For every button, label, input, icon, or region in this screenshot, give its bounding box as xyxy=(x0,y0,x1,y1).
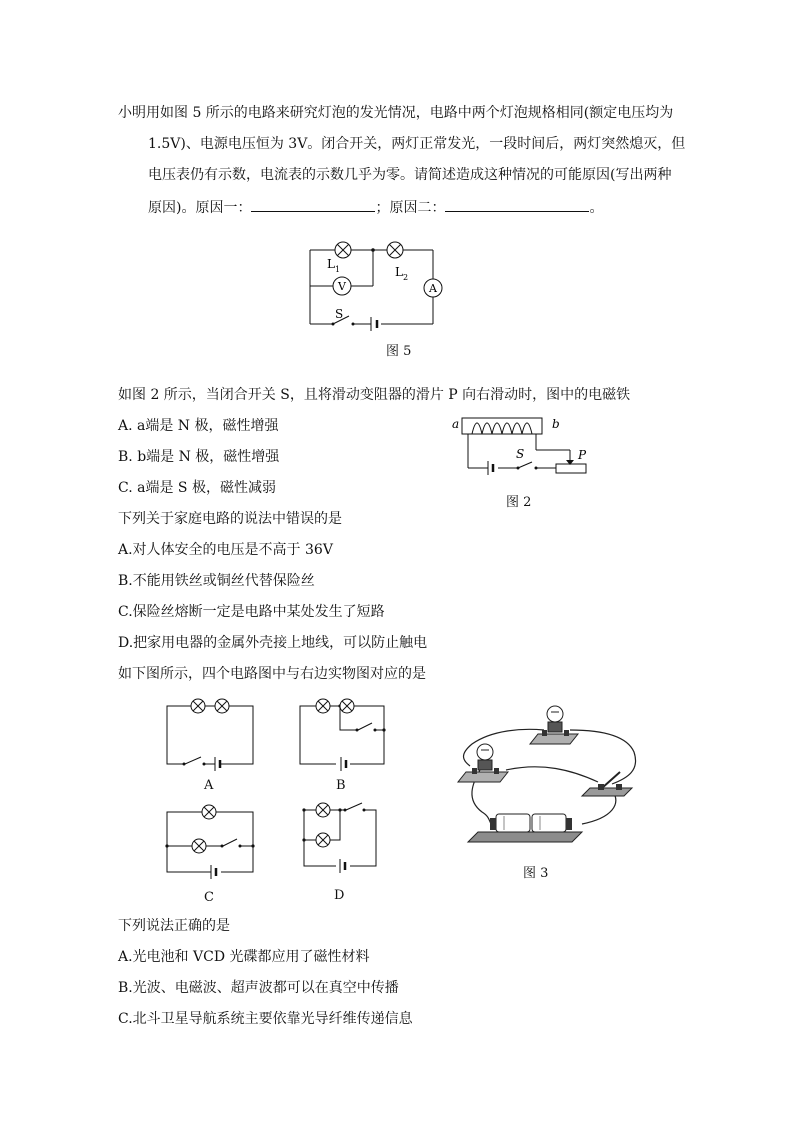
lamp-l1-icon xyxy=(335,242,351,258)
lamp-icon xyxy=(215,699,229,713)
slider-p-label: P xyxy=(578,448,587,462)
figure-2-electromagnet-circuit xyxy=(444,412,594,488)
circuit-c-diagram xyxy=(163,800,259,882)
end-a-label: a xyxy=(452,417,460,431)
figure-5-caption: 图 5 xyxy=(386,344,412,359)
l1-subscript: 1 xyxy=(335,265,341,274)
figure-3-physical-circuit xyxy=(452,700,642,850)
lamp-l2-icon xyxy=(387,242,403,258)
circuit-b-label: B xyxy=(336,778,346,793)
q1-line-1: 小明用如图 5 所示的电路来研究灯泡的发光情况，电路中两个灯泡规格相同(额定电压均为 xyxy=(118,105,674,121)
figure-2-caption: 图 2 xyxy=(506,495,532,510)
voltmeter-label: V xyxy=(338,280,346,293)
q1-reason-one-label: 原因)。原因一： xyxy=(148,200,252,216)
q5-option-a: A.光电池和 VCD 光碟都应用了磁性材料 xyxy=(118,949,370,965)
q5-option-c: C.北斗卫星导航系统主要依靠光导纤维传递信息 xyxy=(118,1011,413,1027)
q3-stem: 下列关于家庭电路的说法中错误的是 xyxy=(118,511,342,527)
circuit-c-label: C xyxy=(204,890,214,905)
circuit-b-diagram xyxy=(296,696,392,776)
l2-label: L xyxy=(395,265,403,279)
q1-reason-two-label: ；原因二： xyxy=(375,200,446,216)
switch-s-label: S xyxy=(516,447,525,461)
battery-icon xyxy=(532,814,566,832)
circuit-a-diagram xyxy=(163,696,259,776)
q1-line-3: 电压表仍有示数，电流表的示数几乎为零。请简述造成这种情况的可能原因(写出两种 xyxy=(148,167,672,183)
q1-reason-one-blank xyxy=(251,198,375,212)
q1-line-2: 1.5V)、电源电压恒为 3V。闭合开关，两灯正常发光，一段时间后，两灯突然熄灭，但 xyxy=(148,136,686,152)
lamp-icon xyxy=(340,699,354,713)
figure-5-circuit xyxy=(305,238,455,330)
q2-option-a: A. a端是 N 极，磁性增强 xyxy=(118,418,279,434)
lamp-icon xyxy=(192,839,206,853)
l1-label: L xyxy=(327,257,335,271)
ammeter-label: A xyxy=(429,282,437,295)
q3-option-c: C.保险丝熔断一定是电路中某处发生了短路 xyxy=(118,604,385,620)
q1-reason-two-blank xyxy=(445,198,589,212)
lamp-icon xyxy=(202,805,216,819)
figure-3-caption: 图 3 xyxy=(523,866,549,881)
q3-option-a: A.对人体安全的电压是不高于 36V xyxy=(118,542,333,558)
q1-line-4 xyxy=(148,198,603,217)
q2-option-b: B. b端是 N 极，磁性增强 xyxy=(118,449,280,465)
q3-option-b: B.不能用铁丝或铜丝代替保险丝 xyxy=(118,573,315,589)
circuit-d-label: D xyxy=(334,888,345,903)
q5-option-b: B.光波、电磁波、超声波都可以在真空中传播 xyxy=(118,980,399,996)
q2-stem: 如图 2 所示，当闭合开关 S，且将滑动变阻器的滑片 P 向右滑动时，图中的电磁铁 xyxy=(118,387,631,403)
l2-subscript: 2 xyxy=(403,273,409,282)
circuit-d-diagram xyxy=(296,800,392,882)
q1-period: 。 xyxy=(589,200,604,216)
bulb-icon xyxy=(477,744,493,760)
circuit-a-label: A xyxy=(204,778,214,793)
switch-label: S xyxy=(335,307,344,321)
lamp-icon xyxy=(316,833,330,847)
rheostat xyxy=(556,464,586,473)
q4-stem: 如下图所示，四个电路图中与右边实物图对应的是 xyxy=(118,666,426,682)
end-b-label: b xyxy=(552,417,560,431)
knife-switch xyxy=(582,788,632,796)
q5-stem: 下列说法正确的是 xyxy=(118,918,230,934)
q3-option-d: D.把家用电器的金属外壳接上地线，可以防止触电 xyxy=(118,635,428,651)
lamp-icon xyxy=(316,803,330,817)
lamp-icon xyxy=(316,699,330,713)
battery-holder xyxy=(468,832,582,842)
bulb-icon xyxy=(547,706,563,722)
battery-icon xyxy=(496,814,530,832)
q2-option-c: C. a端是 S 极，磁性减弱 xyxy=(118,480,276,496)
lamp-icon xyxy=(191,699,205,713)
